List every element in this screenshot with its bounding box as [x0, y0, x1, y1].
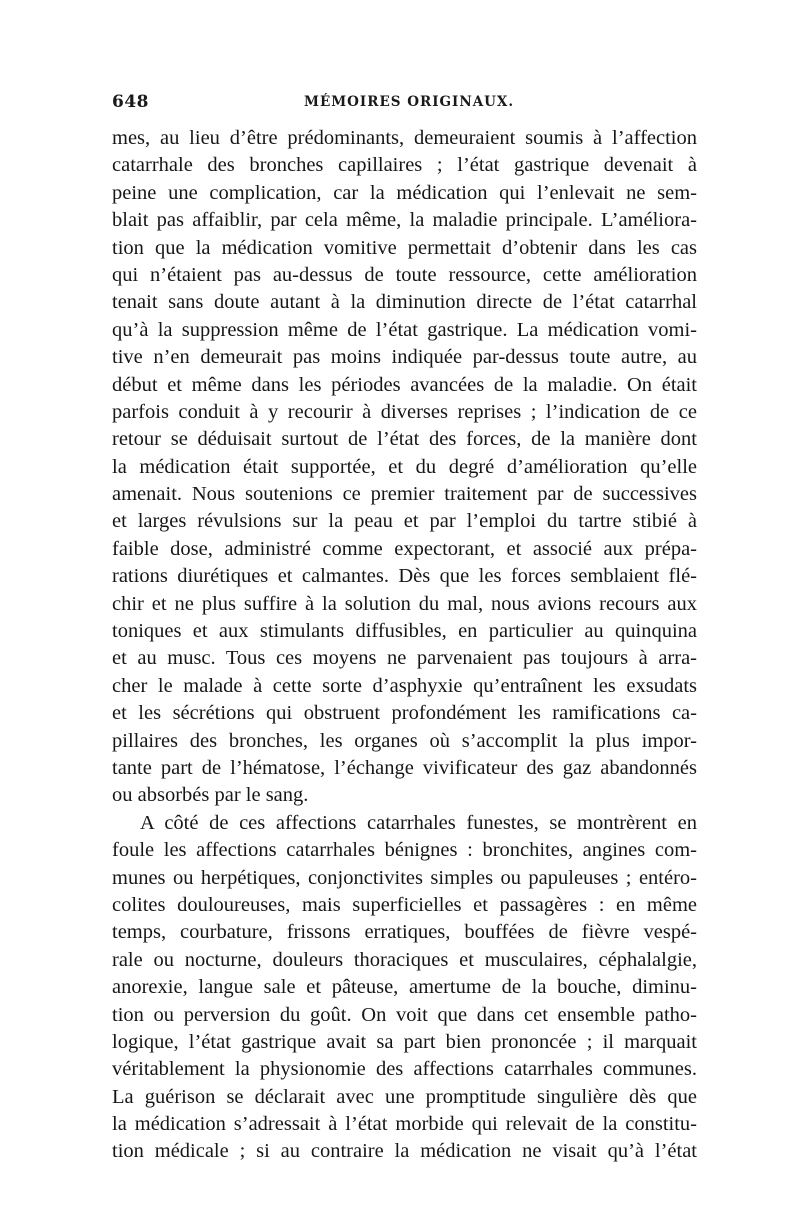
text-line: munes ou herpétiques, conjonctivites simples ou papuleuses ; entéro-	[112, 866, 697, 889]
text-line: tion ou perversion du goût. On voit que dans cet ensemble patho-	[112, 1003, 697, 1026]
text-line: la médication était supportée, et du degré d’amélioration qu’elle	[112, 455, 697, 478]
text-line: catarrhale des bronches capillaires ; l’état gastrique devenait à	[112, 154, 697, 177]
text-line: cher le malade à cette sorte d’asphyxie qu’entraînent les exsudats	[112, 674, 697, 697]
text-line: qu’à la suppression même de l’état gastrique. La médication vomi-	[112, 318, 697, 341]
text-line: La guérison se déclarait avec une promptitude singulière dès que	[112, 1085, 697, 1108]
text-line: tante part de l’hématose, l’échange vivificateur des gaz abandonnés	[112, 756, 697, 779]
text-line: et larges révulsions sur la peau et par l’emploi du tartre stibié à	[112, 510, 697, 533]
paragraph-start-line: A côté de ces affections catarrhales funestes, se montrèrent en	[140, 811, 697, 834]
text-line: et les sécrétions qui obstruent profondément les ramifications ca-	[112, 702, 697, 725]
text-line: temps, courbature, frissons erratiques, bouffées de fièvre vespé-	[112, 921, 697, 944]
text-line: la médication s’adressait à l’état morbide qui relevait de la constitu-	[112, 1113, 697, 1136]
text-line: chir et ne plus suffire à la solution du mal, nous avions recours aux	[112, 592, 697, 615]
text-line: faible dose, administré comme expectorant, et associé aux prépa-	[112, 537, 697, 560]
text-line: et au musc. Tous ces moyens ne parvenaient pas toujours à arra-	[112, 647, 697, 670]
text-line: blait pas affaiblir, par cela même, la maladie principale. L’améliora-	[112, 209, 697, 232]
text-line: foule les affections catarrhales bénignes : bronchites, angines com-	[112, 839, 697, 862]
text-line: parfois conduit à y recourir à diverses reprises ; l’indication de ce	[112, 400, 697, 423]
text-line: qui n’étaient pas au-dessus de toute ressource, cette amélioration	[112, 263, 697, 286]
text-line: tenait sans doute autant à la diminution directe de l’état catarrhal	[112, 291, 697, 314]
text-line: mes, au lieu d’être prédominants, demeuraient soumis à l’affection	[112, 127, 697, 149]
text-line: logique, l’état gastrique avait sa part bien prononcée ; il marquait	[112, 1030, 697, 1053]
text-line: pillaires des bronches, les organes où s’accomplit la plus impor-	[112, 729, 697, 752]
text-line: tive n’en demeurait pas moins indiquée par-dessus toute autre, au	[112, 346, 697, 369]
text-line: tion médicale ; si au contraire la médication ne visait qu’à l’état	[112, 1140, 697, 1163]
body-text	[112, 125, 697, 1166]
page-header	[112, 92, 697, 118]
text-line: début et même dans les périodes avancées de la maladie. On était	[112, 373, 697, 396]
paragraph-end-line: ou absorbés par le sang.	[112, 784, 309, 807]
text-line: rale ou nocturne, douleurs thoraciques et musculaires, céphalalgie,	[112, 948, 697, 971]
text-line: anorexie, langue sale et pâteuse, amertume de la bouche, diminu-	[112, 976, 697, 999]
text-line: peine une complication, car la médication qui l’enlevait ne sem-	[112, 181, 697, 204]
text-line: amenait. Nous soutenions ce premier traitement par de successives	[112, 483, 697, 506]
page-number: 648	[112, 92, 149, 112]
text-line: colites douloureuses, mais superficielles et passagères : en même	[112, 893, 697, 916]
running-title: MÉMOIRES ORIGINAUX.	[304, 94, 515, 110]
text-line: rations diurétiques et calmantes. Dès que les forces semblaient flé-	[112, 565, 697, 588]
text-line: véritablement la physionomie des affections catarrhales communes.	[112, 1058, 697, 1081]
text-line: toniques et aux stimulants diffusibles, en particulier au quinquina	[112, 620, 697, 643]
text-line: tion que la médication vomitive permettait d’obtenir dans les cas	[112, 236, 697, 259]
text-line: retour se déduisait surtout de l’état des forces, de la manière dont	[112, 428, 697, 451]
